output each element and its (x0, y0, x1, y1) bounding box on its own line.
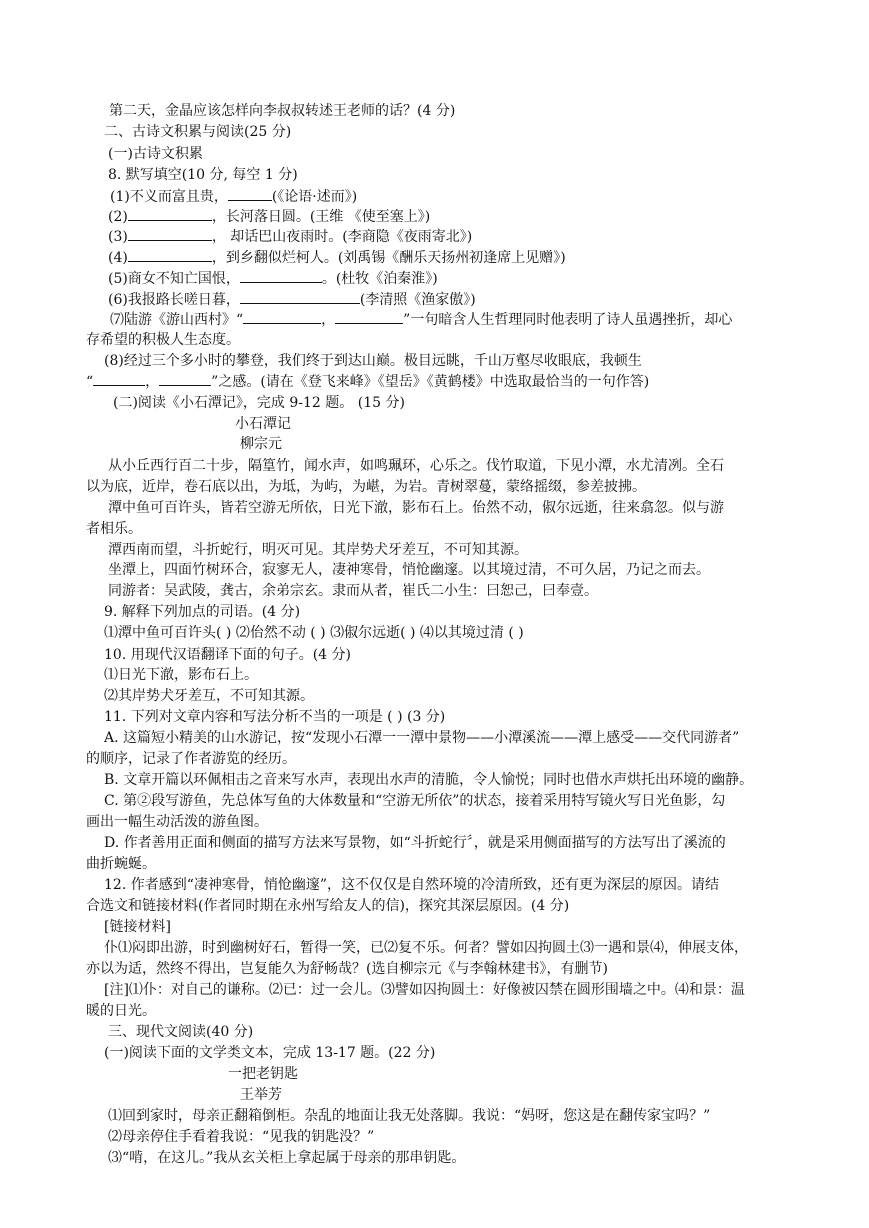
subsection-heading: (一)古诗文积累 (108, 146, 203, 162)
passage-text: ⑵母亲停住手看着我说：“见我的钥匙没？” (108, 1129, 375, 1145)
notes-text: 暖的日光。 (86, 1003, 156, 1019)
option-b: B. 文章开篇以环佩相击之音来写水声，表现出水声的清脆，令人愉悦；同时也借水声烘托出环境的幽静。 (104, 772, 754, 788)
fill-text: “ (86, 374, 94, 390)
passage-title: 一把老钥匙 (228, 1066, 298, 1082)
passage-text: ⑶“啃，在这儿。”我从玄关柜上拿起属于母亲的那串钥匙。 (108, 1150, 466, 1166)
fill-source: ，长河落日圆。(王维 《使至塞上》) (211, 209, 431, 225)
fill-text: ”一句暗含人生哲理同时他表明了诗人虽遇挫折，却心 (403, 312, 733, 328)
fill-line-1 (110, 186, 357, 206)
answer-blank[interactable] (128, 226, 212, 241)
passage-text: 坐潭上，四面竹树环合，寂寥无人，凄神寒骨，悄怆幽邃。以其境过清，不可久居，乃记之而去。 (108, 562, 710, 578)
option-d-cont: 曲折蜿蜒。 (86, 856, 156, 872)
answer-blank[interactable] (93, 371, 145, 386)
question-12-title: 12. 作者感到“凄神寒骨，悄怆幽邃”，这不仅仅是自然环境的冷清所致，还有更为深层的原因。请结 (104, 877, 720, 893)
section-heading: 三、现代文阅读(40 分) (108, 1024, 254, 1040)
option-a-cont: 的顺序，记录了作者游览的经历。 (86, 751, 296, 767)
subsection-heading: (二)阅读《小石潭记》，完成 9-12 题。 (15 分) (113, 395, 405, 411)
link-material-text: 仆⑴闷即出游，时到幽树好石，暂得一笑，已⑵复不乐。何者？譬如囚拘圆土⑶一遇和景⑷，伸展支体， (104, 940, 748, 956)
answer-blank[interactable] (243, 309, 321, 324)
question-8-item: (8)经过三个多小时的攀登，我们终于到达山巅。极目远眺，千山万壑尽收眼底，我顿生 (104, 353, 642, 369)
passage-text: 从小丘西行百二十步，隔篁竹，闻水声，如鸣珮环，心乐之。伐竹取道，下见小潭，水尤清冽。全石 (108, 458, 724, 474)
question-12-cont: 合选文和链接材料(作者同时期在永州写给友人的信)，探究其深层原因。(4 分) (86, 898, 570, 914)
section-heading: 二、古诗文积累与阅读(25 分) (104, 124, 292, 140)
question-10-item: ⑵其岸势犬牙差互，不可知其源。 (104, 688, 314, 704)
answer-blank[interactable] (240, 289, 360, 304)
fill-source: ， 却话巴山夜雨时。(李商隐《夜雨寄北》) (211, 229, 473, 245)
fill-line-6 (108, 289, 476, 309)
answer-blank[interactable] (240, 268, 322, 283)
passage-text: 潭中鱼可百许头，皆若空游无所依，日光下澈，影布石上。佁然不动，俶尔远逝，往来翕忽。似与游 (108, 500, 724, 516)
fill-text: (6)我报路长嗟日暮， (108, 292, 240, 308)
fill-text: ”之感。(请在《登飞来峰》《望岳》《黄鹤楼》中选取最恰当的一句作答) (211, 374, 650, 390)
notes-text: [注]⑴仆：对自己的谦称。⑵已：过一会儿。⑶譬如囚拘圆土：好像被囚禁在圆形围墙之中。⑷和景：温 (104, 982, 745, 998)
body-text: 存希望的积极人生态度。 (86, 332, 240, 348)
fill-source: ，到乡翻似烂柯人。(刘禹锡《酬乐天扬州初逢席上见赠》) (211, 250, 566, 266)
passage-text: ⑴回到家时，母亲正翻箱倒柜。杂乱的地面让我无处落脚。我说：“妈呀，您这是在翻传家宝吗？” (108, 1108, 711, 1124)
answer-blank[interactable] (228, 186, 272, 201)
fill-line-4 (108, 247, 566, 267)
option-c: C. 第②段写游鱼，先总体写鱼的大体数量和“空游无所依”的状态，接着采用特写镜火写日光鱼影，勾 (104, 793, 726, 809)
fill-line-3 (108, 226, 472, 246)
fill-text: ⑺陆游《游山西村》“ (110, 312, 244, 328)
fill-line-7 (110, 309, 732, 329)
subsection-heading: (一)阅读下面的文学类文本，完成 13-17 题。(22 分) (104, 1045, 436, 1061)
option-a: A. 这篇短小精美的山水游记，按“发现小石潭一一潭中景物——小潭溪流——潭上感受——交代同游者” (104, 730, 740, 746)
fill-text: ， (321, 312, 336, 328)
passage-title: 小石潭记 (235, 416, 291, 432)
passage-text: 以为底，近岸，卷石底以出，为坻，为屿，为嵁，为岩。青树翠蔓，蒙络摇缀，参差披拂。 (86, 479, 646, 495)
passage-author: 王举芳 (240, 1087, 282, 1103)
passage-text: 者相乐。 (86, 521, 142, 537)
fill-text: (4) (108, 250, 128, 266)
fill-line-8 (86, 371, 649, 391)
passage-text: 同游者：吴武陵，龚古，余弟宗玄。隶而从者，崔氏二小生：曰恕己，曰奉壹。 (108, 583, 598, 599)
question-text: 第二天，金晶应该怎样向李叔叔转述王老师的话？(4 分) (109, 103, 456, 119)
fill-text: (2) (108, 209, 128, 225)
fill-text: ， (145, 374, 160, 390)
question-10-title: 10. 用现代汉语翻译下面的句子。(4 分) (104, 647, 351, 663)
link-material-label: [链接材料] (104, 919, 171, 935)
fill-text: (3) (108, 229, 128, 245)
link-material-text: 亦以为适，然终不得出，岂复能久为舒畅哉？(选自柳宗元《与李翰林建书》，有删节) (86, 961, 608, 977)
question-10-item: ⑴日光下澈，影布石上。 (104, 667, 258, 683)
fill-line-2 (108, 206, 430, 226)
question-9-items: ⑴潭中鱼可百许头( ) ⑵佁然不动 ( ) ⑶俶尔远逝( ) ⑷以其境过清 ( ) (104, 625, 524, 641)
answer-blank[interactable] (159, 371, 211, 386)
question-11-title: 11. 下列对文章内容和写法分析不当的一项是 ( ) (3 分) (104, 709, 446, 725)
answer-blank[interactable] (128, 206, 212, 221)
fill-source: (《论语·述而》) (271, 189, 358, 205)
passage-author: 柳宗元 (240, 436, 282, 452)
fill-source: 。(杜牧《泊秦淮》) (321, 271, 438, 287)
fill-source: (李清照《渔家傲》) (359, 292, 476, 308)
fill-text: (1)不义而富且贵， (110, 189, 228, 205)
option-c-cont: 画出一幅生动活泼的游鱼图。 (86, 814, 268, 830)
answer-blank[interactable] (128, 247, 212, 262)
question-8-title: 8. 默写填空(10 分, 每空 1 分) (108, 167, 298, 183)
passage-text: 潭西南而望，斗折蛇行，明灭可见。其岸势犬牙差互，不可知其源。 (108, 542, 528, 558)
option-d: D. 作者善用正面和侧面的描写方法来写景物，如“斗折蛇行〞，就是采用侧面描写的方法写出了溪流的 (104, 835, 726, 851)
fill-line-5 (108, 268, 438, 288)
fill-text: (5)商女不知亡国恨， (108, 271, 240, 287)
answer-blank[interactable] (335, 309, 403, 324)
question-9-title: 9. 解释下列加点的司语。(4 分) (104, 604, 301, 620)
